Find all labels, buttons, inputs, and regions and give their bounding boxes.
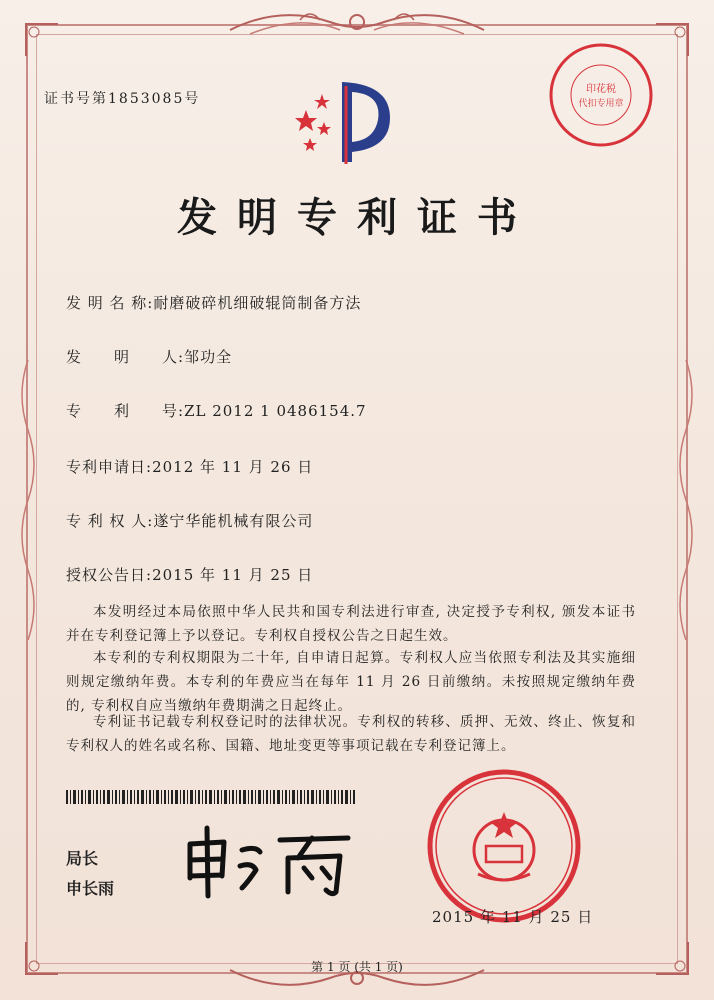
field-label: 发 明 名 称: [66, 294, 154, 312]
field-label: 专 利 权 人: [66, 512, 154, 530]
certificate-title: 发明专利证书 [177, 194, 537, 241]
director-title: 局长 [66, 849, 99, 868]
field-value: 2012 年 11 月 26 日 [152, 458, 314, 476]
corner-ornament-icon [652, 20, 692, 60]
field-value: ZL 2012 1 0486154.7 [184, 402, 367, 420]
body-paragraph: 本发明经过本局依照中华人民共和国专利法进行审查, 决定授予专利权, 颁发本证书并在专利登记簿上予以登记。专利权自授权公告之日起生效。 [66, 604, 636, 644]
patent-number-field [66, 400, 367, 421]
tax-stamp-seal-icon [546, 40, 656, 150]
inventor-field [66, 346, 232, 367]
barcode-icon [66, 790, 356, 804]
left-side-ornament-icon [14, 360, 42, 640]
field-label: 授权公告日: [66, 566, 153, 584]
handwritten-signature-icon [180, 822, 360, 902]
invention-name-field [66, 292, 361, 313]
application-date-field [66, 456, 313, 477]
patent-office-logo-icon [286, 72, 406, 172]
grant-announcement-date-field [66, 564, 313, 585]
svg-text:代扣专用章: 代扣专用章 [578, 99, 624, 109]
page-footer: 第 1 页 (共 1 页) [311, 960, 403, 974]
patentee-field [66, 510, 313, 531]
field-value: 2015 年 11 月 25 日 [152, 566, 314, 584]
official-seal-icon [424, 766, 584, 926]
field-value: 遂宁华能机械有限公司 [153, 512, 314, 530]
body-paragraph: 专利证书记载专利权登记时的法律状况。专利权的转移、质押、无效、终止、恢复和专利权人的姓名或名称、国籍、地址变更等事项记载在专利登记簿上。 [66, 714, 636, 754]
right-side-ornament-icon [672, 360, 700, 640]
field-value: 耐磨破碎机细破辊筒制备方法 [153, 294, 362, 312]
field-value: 邹功全 [184, 348, 233, 366]
field-label: 专 利 号: [66, 402, 185, 420]
field-label: 专利申请日: [66, 458, 153, 476]
certificate-number: 证书号第1853085号 [44, 91, 201, 107]
body-paragraph: 本专利的专利权期限为二十年, 自申请日起算。专利权人应当依照专利法及其实施细则规定缴纳年费。本专利的年费应当在每年 11 月 26 日前缴纳。未按照规定缴纳年费的, 专利权自应当缴纳年费期满之日起终止。 [66, 650, 636, 714]
field-label: 发 明 人: [66, 348, 185, 366]
seal-date: 2015 年 11 月 25 日 [432, 908, 594, 926]
director-name: 申长雨 [66, 879, 115, 898]
corner-ornament-icon [22, 20, 62, 60]
svg-text:印花税: 印花税 [586, 84, 616, 95]
